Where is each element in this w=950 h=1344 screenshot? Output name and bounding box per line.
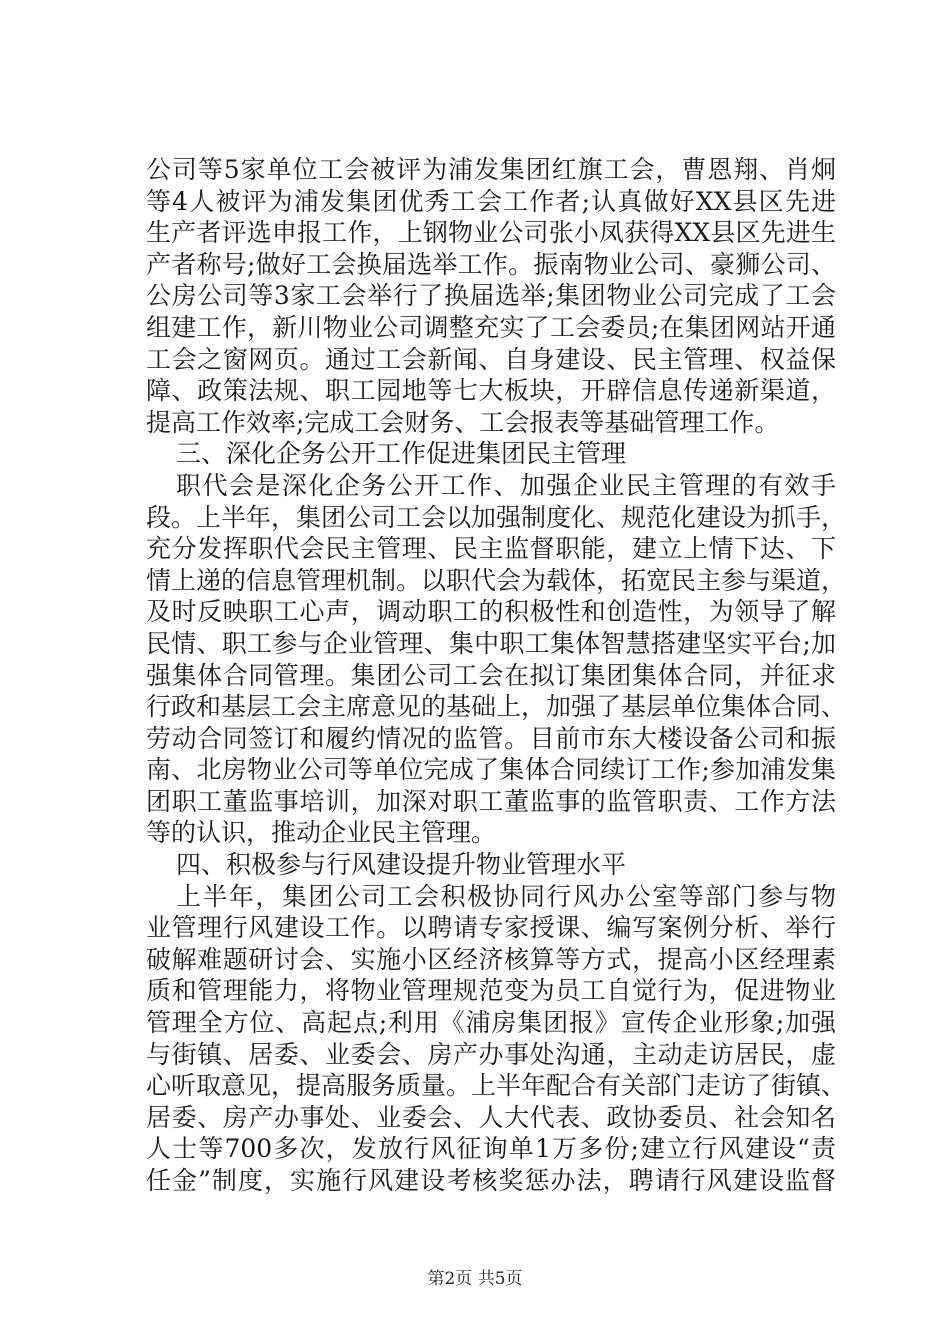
body-line: 强集体合同管理。集团公司工会在拟订集团集体合同，并征求	[146, 660, 836, 690]
body-line: 人士等700多次，发放行风征询单1万多份;建立行风建设“责	[146, 1134, 836, 1164]
body-line: 公房公司等3家工会举行了换届选举;集团物业公司完成了工会	[146, 281, 836, 311]
body-line: 质和管理能力，将物业管理规范变为员工自觉行为，促进物业	[146, 976, 836, 1006]
body-line: 劳动合同签订和履约情况的监管。目前市东大楼设备公司和振	[146, 723, 836, 753]
body-line: 提高工作效率;完成工会财务、工会报表等基础管理工作。	[146, 407, 780, 437]
body-line: 生产者评选申报工作，上钢物业公司张小凤获得XX县区先进生	[146, 218, 836, 248]
body-line: 等4人被评为浦发集团优秀工会工作者;认真做好XX县区先进	[146, 186, 836, 216]
body-line: 居委、房产办事处、业委会、人大代表、政协委员、社会知名	[146, 1102, 836, 1132]
body-line: 公司等5家单位工会被评为浦发集团红旗工会，曹恩翔、肖炯	[146, 155, 836, 184]
body-line: 情上递的信息管理机制。以职代会为载体，拓宽民主参与渠道，	[146, 565, 847, 595]
paragraph-first-line: 上半年，集团公司工会积极协同行风办公室等部门参与物	[176, 881, 836, 911]
section-heading: 四、积极参与行风建设提升物业管理水平	[176, 850, 627, 880]
body-line: 等的认识，推动企业民主管理。	[146, 818, 497, 848]
body-line: 民情、职工参与企业管理、集中职工集体智慧搭建坚实平台;加	[146, 628, 836, 658]
page-number: 第2页 共5页	[427, 1269, 523, 1289]
section-heading: 三、深化企务公开工作促进集团民主管理	[176, 439, 627, 469]
body-line: 南、北房物业公司等单位完成了集体合同续订工作;参加浦发集	[146, 755, 836, 785]
body-line: 行政和基层工会主席意见的基础上，加强了基层单位集体合同、	[146, 692, 847, 722]
body-line: 破解难题研讨会、实施小区经济核算等方式，提高小区经理素	[146, 944, 836, 974]
body-line: 与街镇、居委、业委会、房产办事处沟通，主动走访居民，虚	[146, 1039, 836, 1069]
paragraph-first-line: 职代会是深化企务公开工作、加强企业民主管理的有效手	[176, 470, 836, 500]
body-line: 心听取意见，提高服务质量。上半年配合有关部门走访了街镇、	[146, 1071, 847, 1101]
body-line: 团职工董监事培训，加深对职工董监事的监管职责、工作方法	[146, 786, 836, 816]
body-line: 障、政策法规、职工园地等七大板块，开辟信息传递新渠道，	[146, 376, 836, 406]
body-line: 充分发挥职代会民主管理、民主监督职能，建立上情下达、下	[146, 534, 836, 564]
document-body	[146, 154, 847, 1197]
body-line: 组建工作，新川物业公司调整充实了工会委员;在集团网站开通	[146, 312, 836, 342]
body-line: 工会之窗网页。通过工会新闻、自身建设、民主管理、权益保	[146, 344, 836, 374]
body-line: 段。上半年，集团公司工会以加强制度化、规范化建设为抓手，	[146, 502, 847, 532]
body-line: 业管理行风建设工作。以聘请专家授课、编写案例分析、举行	[146, 913, 836, 943]
body-line: 产者称号;做好工会换届选举工作。振南物业公司、豪狮公司、	[146, 249, 836, 279]
body-line: 管理全方位、高起点;利用《浦房集团报》宣传企业形象;加强	[146, 1008, 836, 1038]
body-line: 任金”制度，实施行风建设考核奖惩办法，聘请行风建设监督	[146, 1166, 836, 1195]
body-line: 及时反映职工心声，调动职工的积极性和创造性，为领导了解	[146, 597, 836, 627]
